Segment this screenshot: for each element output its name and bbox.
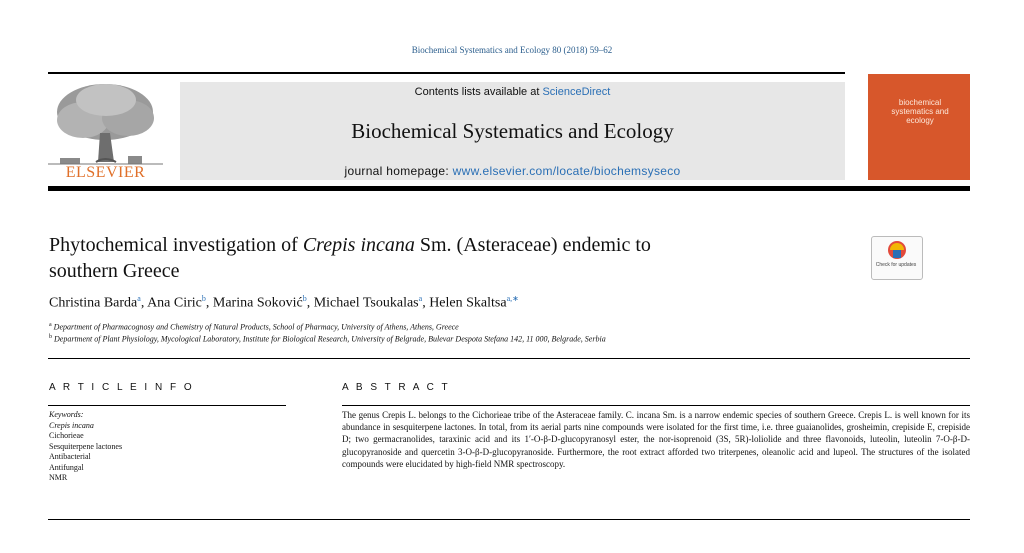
author-name[interactable]: Christina Barda xyxy=(49,295,138,311)
journal-cover-thumbnail[interactable] xyxy=(868,74,970,180)
abstract-text: The genus Crepis L. belongs to the Cichorieae tribe of the Asteraceae family. C. incana Sm. is a narrow endemic species of southern Greece. Crepis L. is well known for its abundance in sesquiterpene lactones. In total, from its aerial parts nine compounds were isolated for the first time, i.e. three guaianolides, grosheimin, crepiside E, crepiside D; two germacranolides, taraxinic acid and its 1′-O-β-D-glucopyranosyl ester, the nor-isoprenoid (3S, 5R)-loliolide and three flavonoids, luteolin, luteolin 7-O-β-D-glucopyranoside and quercetin 3-O-β-D-glucopyranoside. Furthermore, the root extract afforded two triterpenes, oleanolic acid and lupeol. The structures of the isolated compounds were elucidated by high-field NMR spectroscopy. xyxy=(342,410,970,469)
affiliation-mark: b xyxy=(49,334,52,340)
elsevier-wordmark: ELSEVIER xyxy=(65,164,146,181)
header-top-rule xyxy=(48,72,845,74)
keyword-item: Cichorieae xyxy=(49,431,84,440)
author-list: Christina Barda$^a$, Ana Ciric$^b$, Marina Soković$^b$, Michael Tsoukalas$^a$, Helen Skaltsa$^{a,∗}$ xyxy=(49,294,519,311)
keyword-item: Antibacterial xyxy=(49,452,91,461)
keywords-label: Keywords: xyxy=(49,410,84,419)
keyword-item: Crepis incana xyxy=(49,420,94,430)
contents-line xyxy=(180,86,845,98)
affiliation-b xyxy=(49,334,606,344)
author-affiliation-mark[interactable]: b xyxy=(302,294,307,303)
article-title xyxy=(49,232,849,284)
affiliation-text: Department of Plant Physiology, Mycological Laboratory, Institute for Biological Research, University of Belgrade, Bulevar Despota Stefana 142, 11 000, Belgrade, Serbia xyxy=(54,334,606,344)
author-affiliation-mark[interactable]: a xyxy=(418,294,423,303)
author-affiliation-mark[interactable]: a xyxy=(137,294,141,303)
author-name[interactable]: Ana Ciric xyxy=(147,295,202,311)
title-part-1: Phytochemical investigation of xyxy=(49,234,303,256)
section-rule xyxy=(48,358,970,359)
title-species: Crepis incana xyxy=(302,234,415,256)
journal-homepage-link[interactable]: www.elsevier.com/locate/biochemsyseco xyxy=(452,164,681,178)
affiliation-mark: a xyxy=(49,322,52,328)
keyword-item: Sesquiterpene lactones xyxy=(49,441,123,451)
author-affiliation-mark[interactable]: a,∗ xyxy=(506,294,519,303)
keyword-item: NMR xyxy=(49,473,68,482)
contents-prefix: Contents lists available at xyxy=(414,86,543,98)
title-line-2: southern Greece xyxy=(49,260,180,282)
journal-homepage-line xyxy=(180,164,845,178)
abstract-rule xyxy=(342,405,970,406)
check-for-updates-badge[interactable] xyxy=(871,236,923,280)
author-affiliation-mark[interactable]: b xyxy=(201,294,206,303)
check-for-updates-label: Check for updates xyxy=(875,262,917,268)
article-info-rule xyxy=(48,405,286,406)
title-part-2: Sm. (Asteraceae) endemic to xyxy=(414,234,651,256)
keyword-item: Antifungal xyxy=(49,462,84,472)
keywords-block xyxy=(49,410,122,484)
affiliation-a xyxy=(49,322,459,332)
abstract-end-rule xyxy=(48,519,970,520)
journal-title: Biochemical Systematics and Ecology xyxy=(351,119,674,143)
affiliation-text: Department of Pharmacognosy and Chemistry of Natural Products, School of Pharmacy, University of Athens, Athens, Greece xyxy=(53,322,459,332)
article-info-heading: A R T I C L E I N F O xyxy=(49,382,195,393)
abstract-heading: A B S T R A C T xyxy=(342,382,451,393)
author-name[interactable]: Marina Soković xyxy=(212,295,303,311)
homepage-prefix: journal homepage: xyxy=(344,164,453,178)
journal-citation[interactable]: Biochemical Systematics and Ecology 80 (2018) 59–62 xyxy=(411,45,613,55)
author-name[interactable]: Michael Tsoukalas xyxy=(313,295,419,311)
header-bottom-rule xyxy=(48,186,970,191)
crossmark-icon xyxy=(872,237,922,263)
cover-title: biochemical systematics and ecology xyxy=(891,98,949,125)
sciencedirect-link[interactable]: ScienceDirect xyxy=(542,86,611,98)
author-name[interactable]: Helen Skaltsa xyxy=(429,295,507,311)
